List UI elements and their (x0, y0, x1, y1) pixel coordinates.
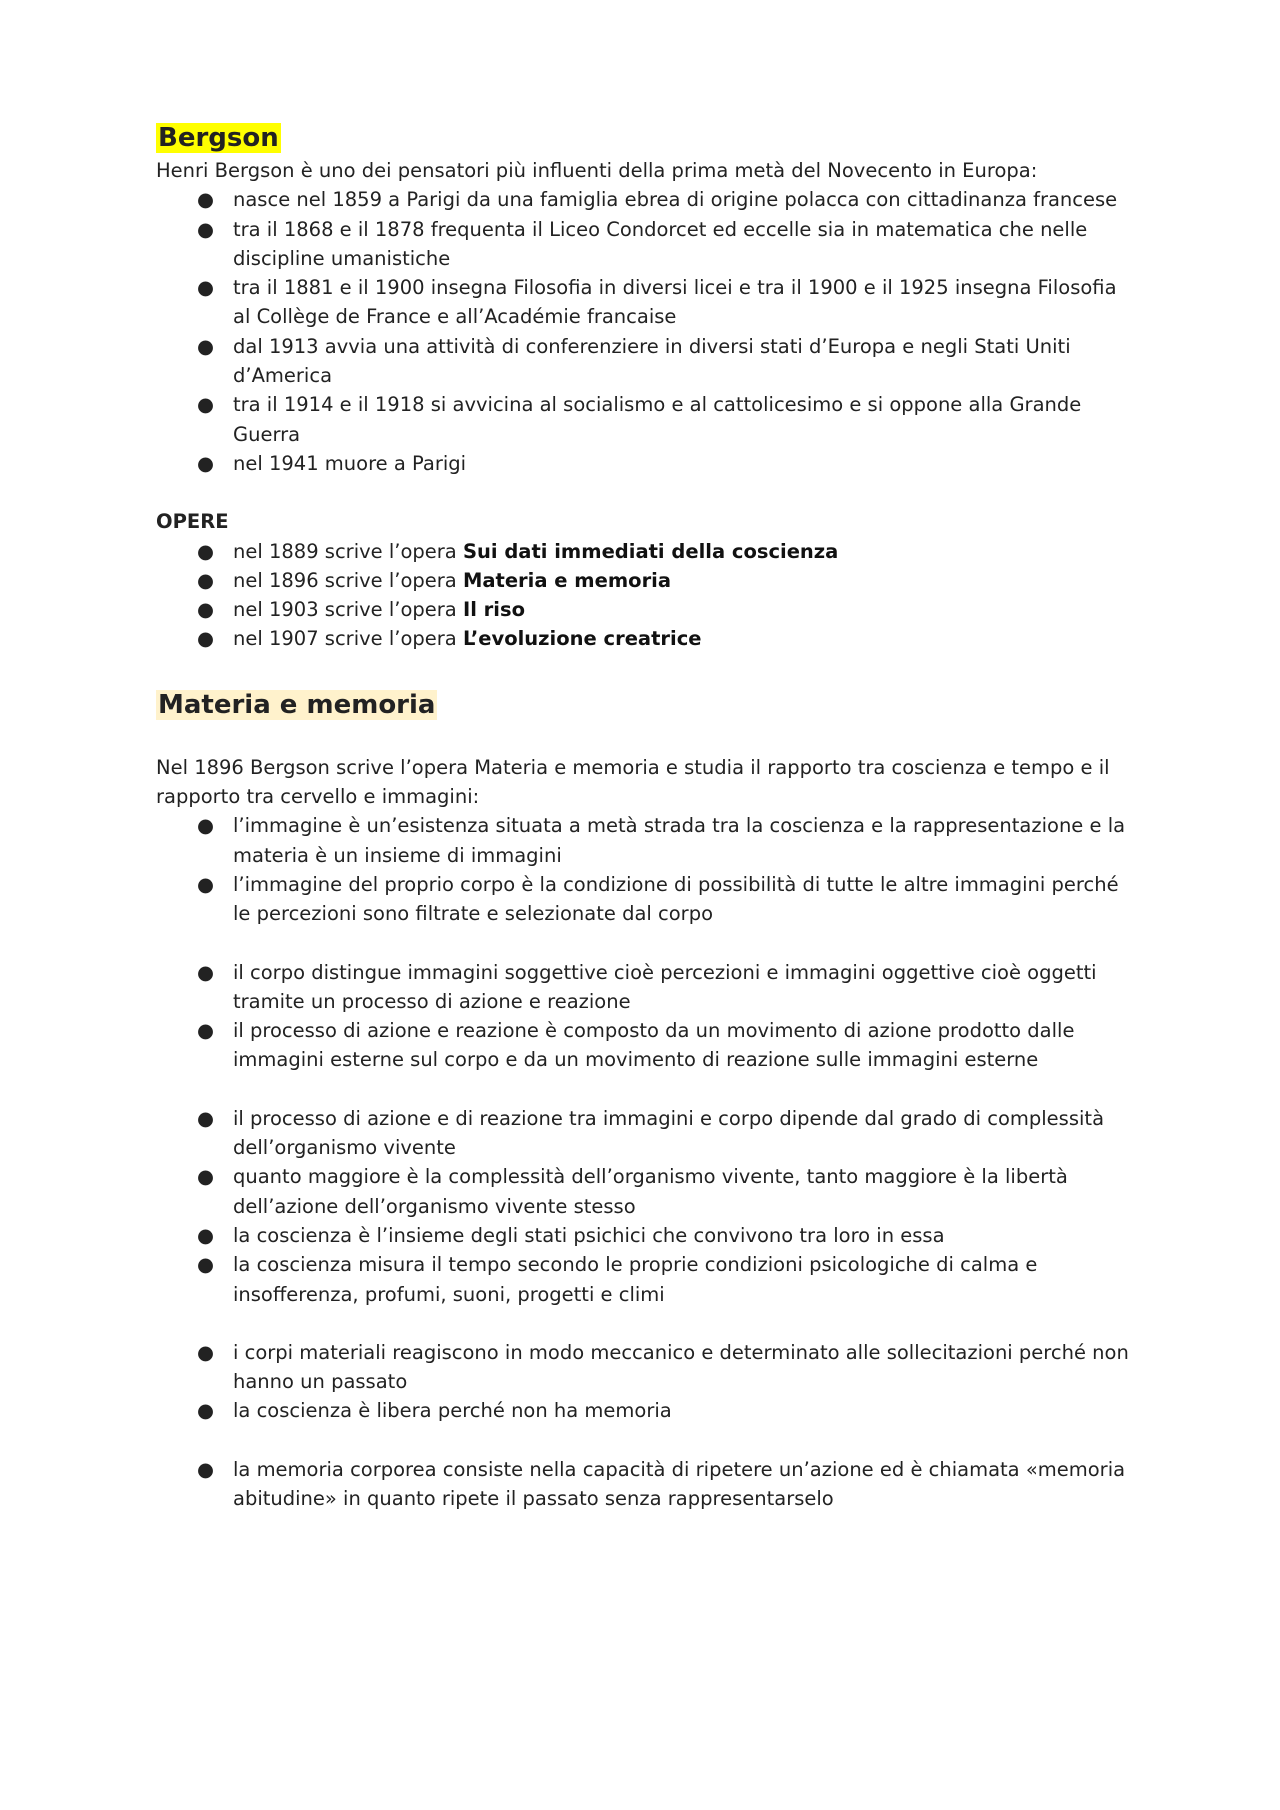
list-item: ● la memoria corporea consiste nella capacità di ripetere un’azione ed è chiamata «memoria abitudine» in quanto ripete il passato senza rappresentarselo (197, 1457, 1126, 1510)
list-item: ● dal 1913 avvia una attività di conferenziere in diversi stati d’Europa e negli Stati Uniti d’America (197, 334, 1071, 388)
materia-list-5 (156, 1455, 1136, 1514)
list-item: ● il corpo distingue immagini soggettive cioè percezioni e immagini oggettive cioè oggetti tramite un processo di azione e reazione (197, 960, 1097, 1013)
bergson-intro: Henri Bergson è uno dei pensatori più influenti della prima metà del Novecento in Europa: (156, 159, 1038, 182)
list-item: ● il processo di azione e di reazione tra immagini e corpo dipende dal grado di complessità dell’organismo vivente (197, 1106, 1105, 1160)
list-item: ● nel 1907 scrive l’opera L’evoluzione creatrice (197, 627, 702, 651)
materia-list-2 (156, 958, 1136, 1075)
materia-list-1 (156, 811, 1136, 928)
list-item: ● la coscienza è l’insieme degli stati psichici che convivono tra loro in essa (197, 1223, 945, 1247)
list-item: ● il processo di azione e reazione è composto da un movimento di azione prodotto dalle immagini esterne sul corpo e da un movimento di reazione sulle immagini esterne (197, 1019, 1075, 1072)
list-item: ● nel 1896 scrive l’opera Materia e memoria (197, 568, 672, 592)
list-item: ● nel 1903 scrive l’opera Il riso (197, 598, 525, 622)
list-item: ● nasce nel 1859 a Parigi da una famiglia ebrea di origine polacca con cittadinanza francese (197, 188, 1118, 212)
works-list (156, 537, 1136, 654)
list-item: ● nel 1941 muore a Parigi (197, 451, 467, 475)
list-item: ● i corpi materiali reagiscono in modo meccanico e determinato alle sollecitazioni perché non hanno un passato (197, 1340, 1129, 1394)
list-item: ● la coscienza è libera perché non ha memoria (197, 1399, 672, 1423)
list-item: ● la coscienza misura il tempo secondo le proprie condizioni psicologiche di calma e insofferenza, profumi, suoni, progetti e climi (197, 1253, 1038, 1306)
section-title-bergson (156, 120, 1136, 156)
materia-list-4 (156, 1338, 1136, 1426)
materia-list-3 (156, 1104, 1136, 1309)
list-item: ● l’immagine del proprio corpo è la condizione di possibilità di tutte le altre immagini perché le percezioni sono filtrate e selezionate dal corpo (197, 872, 1119, 926)
document-page (156, 120, 1136, 1513)
list-item: ● tra il 1914 e il 1918 si avvicina al socialismo e al cattolicesimo e si oppone alla Grande Guerra (197, 393, 1082, 446)
works-label: OPERE (156, 510, 229, 534)
list-item: ● tra il 1881 e il 1900 insegna Filosofia in diversi licei e tra il 1900 e il 1925 insegna Filosofia al Collège de France e all’Académie francaise (197, 276, 1117, 329)
materia-intro: Nel 1896 Bergson scrive l’opera Materia e memoria e studia il rapporto tra coscienza e tempo e il rapporto tra cervello e immagini: (156, 755, 1110, 809)
list-item: ● tra il 1868 e il 1878 frequenta il Liceo Condorcet ed eccelle sia in matematica che nelle discipline umanistiche (197, 217, 1088, 270)
list-item: ● quanto maggiore è la complessità dell’organismo vivente, tanto maggiore è la libertà dell’azione dell’organismo vivente stesso (197, 1165, 1068, 1218)
biography-list (156, 185, 1136, 478)
section-title-materia-e-memoria (156, 687, 1136, 723)
list-item: ● l’immagine è un’esistenza situata a metà strada tra la coscienza e la rappresentazione e la materia è un insieme di immagini (197, 814, 1126, 867)
section-title-materia-text: Materia e memoria (158, 689, 436, 720)
section-title-bergson-text: Bergson (158, 123, 279, 153)
list-item: ● nel 1889 scrive l’opera Sui dati immediati della coscienza (197, 539, 839, 563)
